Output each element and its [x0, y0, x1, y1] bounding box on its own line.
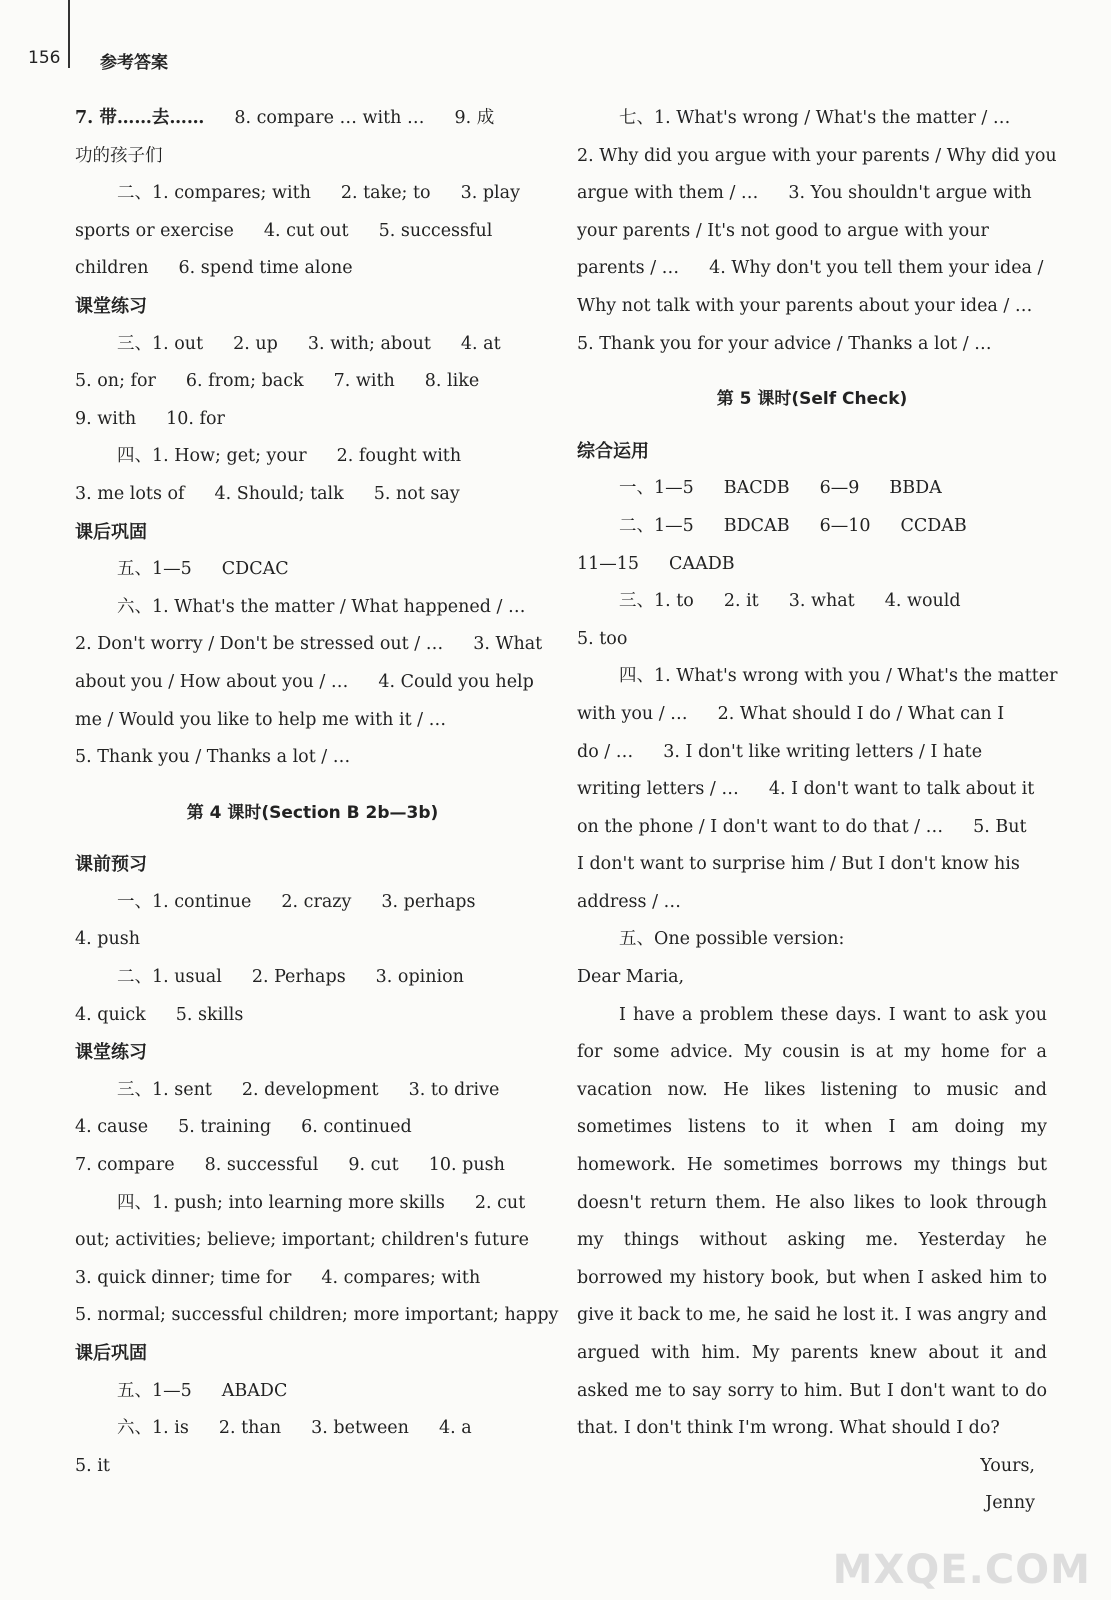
answer-line: 7. 带……去…… 8. compare … with … 9. 成 — [75, 108, 495, 128]
answer-line: 三、1. to 2. it 3. what 4. would — [619, 591, 961, 612]
answer-line: your parents / It's not good to argue with your — [577, 220, 989, 241]
answer-line: 五、One possible version: — [619, 929, 845, 950]
section-heading: 课堂练习 — [75, 295, 147, 317]
answer-line: 四、1. How; get; your 2. fought with — [117, 446, 462, 467]
answer-line: 5. Thank you / Thanks a lot / … — [75, 747, 351, 768]
answer-line: 二、1. compares; with 2. take; to 3. play — [117, 183, 520, 204]
answer-line: 3. quick dinner; time for 4. compares; with — [75, 1267, 481, 1288]
answer-line: 7. compare 8. successful 9. cut 10. push — [75, 1155, 505, 1176]
answer-line: 5. it — [75, 1455, 110, 1476]
answer-line: 4. cause 5. training 6. continued — [75, 1117, 412, 1138]
answer-line: on the phone / I don't want to do that / … 5. But — [577, 816, 1027, 837]
answer-line: 5. too — [577, 628, 628, 649]
answer-line: 三、1. sent 2. development 3. to drive — [117, 1079, 500, 1100]
answer-line: 二、1. usual 2. Perhaps 3. opinion — [117, 967, 464, 988]
left-column — [75, 100, 559, 1485]
section-heading: 课后巩固 — [75, 521, 147, 543]
answer-line: 五、1—5 ABADC — [117, 1380, 288, 1401]
answer-line: 5. normal; successful children; more important; happy — [75, 1305, 559, 1326]
answer-line: 二、1—5 BDCAB 6—10 CCDAB — [619, 515, 967, 536]
section-heading: 课后巩固 — [75, 1343, 147, 1364]
answer-line: about you / How about you / … 4. Could you help — [75, 671, 534, 692]
answer-line: with you / … 2. What should I do / What can I — [577, 703, 1005, 724]
answer-line: 11—15 CAADB — [577, 553, 735, 574]
answer-line: Why not talk with your parents about your idea / … — [577, 295, 1033, 316]
answer-line: 功的孩子们 — [75, 145, 163, 166]
answer-line: 四、1. What's wrong with you / What's the matter — [619, 666, 1058, 687]
answer-line: address / … — [577, 891, 682, 912]
answer-line: 一、1. continue 2. crazy 3. perhaps — [117, 891, 476, 912]
answer-line: 2. Don't worry / Don't be stressed out / … 3. What — [75, 634, 543, 655]
answer-line: 5. Thank you for your advice / Thanks a lot / … — [577, 333, 992, 354]
answer-line: 4. quick 5. skills — [75, 1004, 244, 1025]
answer-line: I don't want to surprise him / But I don't know his — [577, 854, 1020, 875]
section-heading: 课前预习 — [75, 854, 147, 876]
header-rule — [68, 0, 70, 68]
lesson-title: 第 4 课时(Section B 2b—3b) — [186, 802, 439, 823]
answer-line: 五、1—5 CDCAC — [117, 559, 289, 580]
answer-line: children 6. spend time alone — [75, 258, 353, 279]
answer-line: 三、1. out 2. up 3. with; about 4. at — [117, 333, 501, 354]
answer-line: argue with them / … 3. You shouldn't argue with — [577, 183, 1032, 204]
answer-line: 七、1. What's wrong / What's the matter / … — [619, 108, 1011, 128]
answer-line: do / … 3. I don't like writing letters / I hate — [577, 741, 983, 762]
answer-line: 四、1. push; into learning more skills 2. cut — [117, 1192, 526, 1213]
answer-line: parents / … 4. Why don't you tell them your idea / — [577, 258, 1044, 279]
answer-line: me / Would you like to help me with it / … — [75, 709, 447, 730]
section-heading: 课堂练习 — [75, 1042, 147, 1064]
answer-line: 4. push — [75, 929, 140, 950]
letter-signature: Jenny — [985, 1493, 1035, 1514]
answer-line: 9. with 10. for — [75, 408, 225, 429]
letter-body: I have a problem these days. I want to ask you for some advice. My cousin is at my home for a vacation now. He likes listening to music and sometimes listens to it when I am doing my homework. He sometimes borrows my things but doesn't return them. He also likes to look through my things without asking me. Yesterday he borrowed my history book, but when I asked him to give it back to me, he said he lost it. I was angry and argued with him. My parents knew about it and asked me to say sorry to him. But I don't want to do that. I don't think I'm wrong. What should I do? — [577, 1004, 1047, 1439]
answer-line: 六、1. is 2. than 3. between 4. a — [117, 1418, 472, 1439]
answer-line: writing letters / … 4. I don't want to talk about it — [577, 779, 1035, 800]
page-label: 参考答案 — [100, 53, 168, 73]
lesson-title: 第 5 课时(Self Check) — [716, 389, 908, 410]
page-number: 156 — [28, 48, 61, 68]
right-column — [577, 100, 1058, 1523]
section-heading: 综合运用 — [577, 440, 649, 462]
answer-line: sports or exercise 4. cut out 5. successful — [75, 220, 493, 241]
letter-greeting: Dear Maria, — [577, 967, 685, 988]
answer-line: 2. Why did you argue with your parents / Why did you — [577, 145, 1057, 166]
answer-line: 5. on; for 6. from; back 7. with 8. like — [75, 371, 480, 392]
letter-closing: Yours, — [980, 1455, 1035, 1476]
answer-line: 六、1. What's the matter / What happened / … — [117, 596, 526, 617]
watermark: MXQE.COM — [832, 1547, 1091, 1593]
answer-line: 一、1—5 BACDB 6—9 BBDA — [619, 478, 942, 499]
answer-line: 3. me lots of 4. Should; talk 5. not say — [75, 483, 460, 504]
answer-line: out; activities; believe; important; children's future — [75, 1230, 529, 1251]
